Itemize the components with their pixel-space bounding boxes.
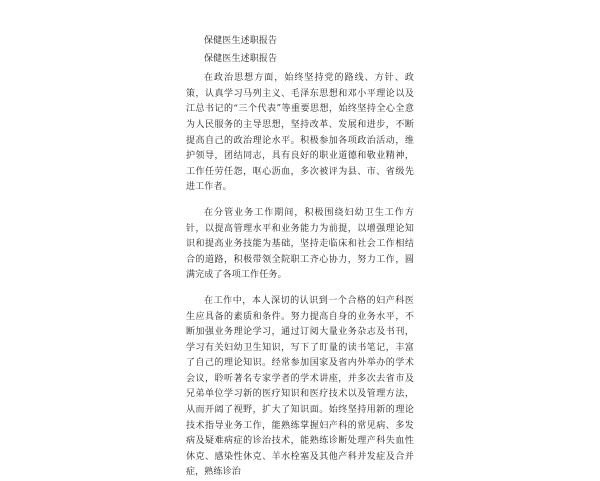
paragraph-professional: 在工作中，本人深切的认识到一个合格的妇产科医生应具备的素质和条件。努力提高自身的业务水平，不断加强业务理论学习，通过订阅大量业务杂志及书刊，学习有关妇幼卫生知识，写下了盯量的读书笔记，丰富了自己的理论知识。经常参加国家及省内外举办的学术会议，聆听著名专家学者的学术讲座，并多次去省市及兄弟单位学习新的医疗知识和医疗技术以及管理方法，从而开阔了视野，扩大了知识面。始终坚持用新的理论技术指导业务工作，能熟练掌握妇产科的常见病、多发病及疑难病症的诊治技术，能熟练诊断处理产科失血性休克、感染性休克、羊水栓塞及其他产科并发症及合并症，熟练诊治 — [186, 295, 414, 478]
paragraph-political: 在政治思想方面，始终坚持党的路线、方针、政策，认真学习马列主义、毛泽东思想和邓小平理论以及江总书记的“三个代表”等重要思想，始终坚持全心全意为人民服务的主导思想，坚持改革、发展和进步，不断提高自己的政治理论水平。积极参加各项政治活动，维护领导，团结同志，具有良好的职业道德和敬业精神，工作任劳任怨，呕心沥血，多次被评为县、市、省级先进工作者。 — [186, 73, 414, 193]
document-body — [186, 34, 414, 481]
document-title: 保健医生述职报告 — [204, 36, 278, 46]
paragraph-management: 在分管业务工作期间，积极围绕妇幼卫生工作方针，以提高管理水平和业务能力为前提，以增强理论知识和提高业务技能为基础，坚持走临床和社会工作相结合的道路，积极带领全院职工齐心协力，努力工作，圆满完成了各项工作任务。 — [186, 207, 414, 281]
document-subtitle: 保健医生述职报告 — [204, 53, 278, 64]
